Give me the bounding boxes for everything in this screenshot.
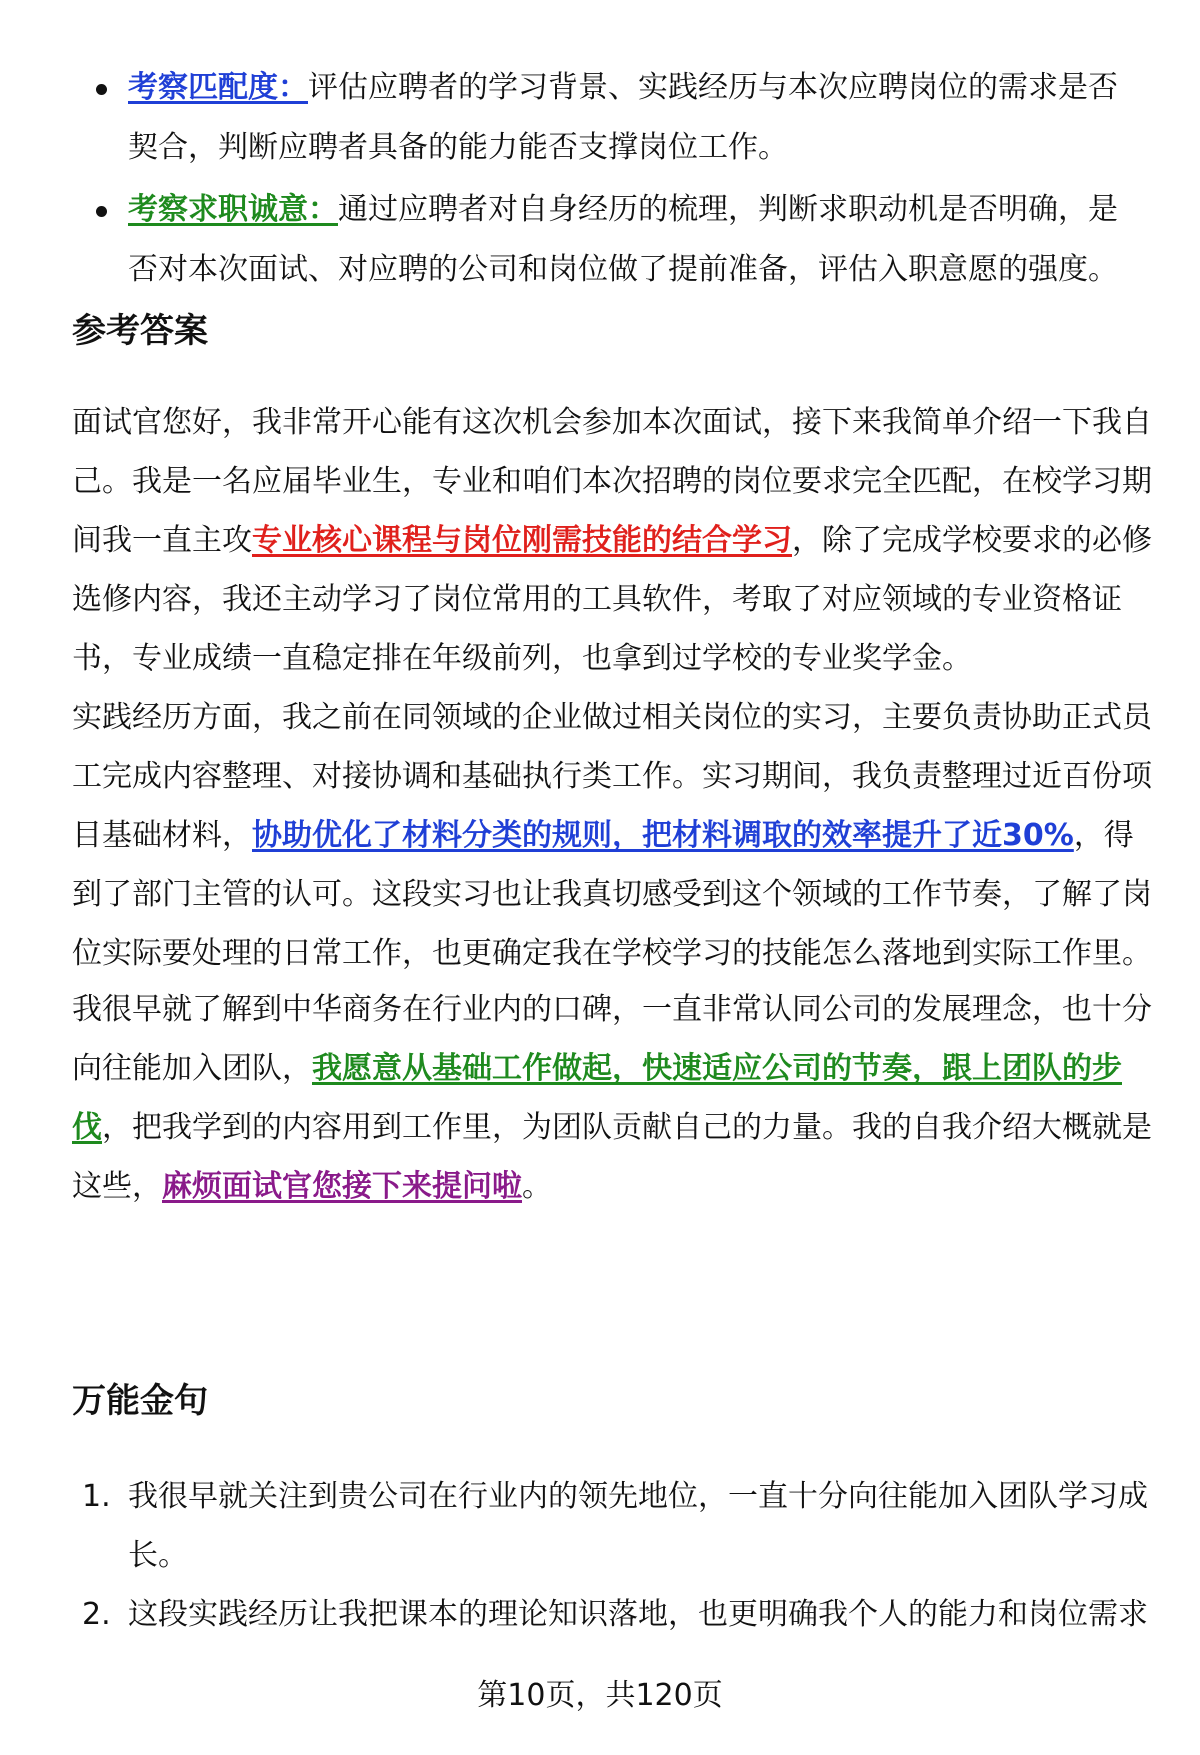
golden-phrases-list xyxy=(82,1467,1152,1644)
text-span: ，把我学到的内容用到工作里，为团队贡献自己的力量。我的自我介绍大概就是这些， xyxy=(72,1110,1152,1204)
list-item xyxy=(82,1467,1152,1585)
bullet-text: 通过应聘者对自身经历的梳理，判断求职动机是否明确，是否对本次面试、对应聘的公司和岗位做了提前准备，评估入职意愿的强度。 xyxy=(128,192,1118,287)
list-item xyxy=(82,1585,1152,1644)
list-number: 2. xyxy=(82,1597,111,1632)
text-span: ，除了完成学校要求的必修选修内容，我还主动学习了岗位常用的工具软件，考取了对应领域的专业资格证书，专业成绩一直稳定排在年级前列，也拿到过学校的专业奖学金。 xyxy=(72,523,1152,676)
answer-paragraph-2 xyxy=(72,688,1152,983)
highlight-text: 协助优化了材料分类的规则，把材料调取的效率提升了近30% xyxy=(252,818,1074,853)
list-text: 我很早就关注到贵公司在行业内的领先地位，一直十分向往能加入团队学习成长。 xyxy=(128,1479,1148,1573)
text-span: 面试官您好，我非常开心能有这次机会参加本次面试，接下来我简单介绍一下我自己。我是一名应届毕业生，专业和咱们本次招聘的岗位要求完全匹配，在校学习期间我一直主攻 xyxy=(72,405,1152,558)
golden-phrases-heading: 万能金句 xyxy=(72,1381,208,1421)
evaluation-points-list xyxy=(96,58,1141,302)
list-text: 这段实践经历让我把课本的理论知识落地，也更明确我个人的能力和岗位需求 xyxy=(128,1597,1148,1632)
bullet-label: 考察求职诚意： xyxy=(128,192,338,227)
answer-paragraph-3 xyxy=(72,980,1152,1216)
text-span: ，得到了部门主管的认可。这段实习也让我真切感受到这个领域的工作节奏，了解了岗位实际要处理的日常工作，也更确定我在学校学习的技能怎么落地到实际工作里。 xyxy=(72,818,1152,971)
list-number: 1. xyxy=(82,1479,111,1514)
answer-heading: 参考答案 xyxy=(72,311,208,351)
page-footer: 第10页，共120页 xyxy=(477,1678,723,1713)
highlight-text: 专业核心课程与岗位刚需技能的结合学习 xyxy=(252,523,792,558)
bullet-label: 考察匹配度： xyxy=(128,70,308,105)
text-span: 我很早就了解到中华商务在行业内的口碑，一直非常认同公司的发展理念，也十分向往能加入团队， xyxy=(72,992,1152,1086)
list-item xyxy=(96,180,1141,300)
highlight-text: 麻烦面试官您接下来提问啦 xyxy=(162,1169,522,1204)
answer-paragraph-1 xyxy=(72,393,1152,688)
text-span: 。 xyxy=(522,1169,552,1204)
list-item xyxy=(96,58,1141,178)
bullet-text: 评估应聘者的学习背景、实践经历与本次应聘岗位的需求是否契合，判断应聘者具备的能力能否支撑岗位工作。 xyxy=(128,70,1118,165)
highlight-text: 我愿意从基础工作做起，快速适应公司的节奏，跟上团队的步伐 xyxy=(72,1051,1122,1145)
text-span: 实践经历方面，我之前在同领域的企业做过相关岗位的实习，主要负责协助正式员工完成内容整理、对接协调和基础执行类工作。实习期间，我负责整理过近百份项目基础材料， xyxy=(72,700,1152,853)
